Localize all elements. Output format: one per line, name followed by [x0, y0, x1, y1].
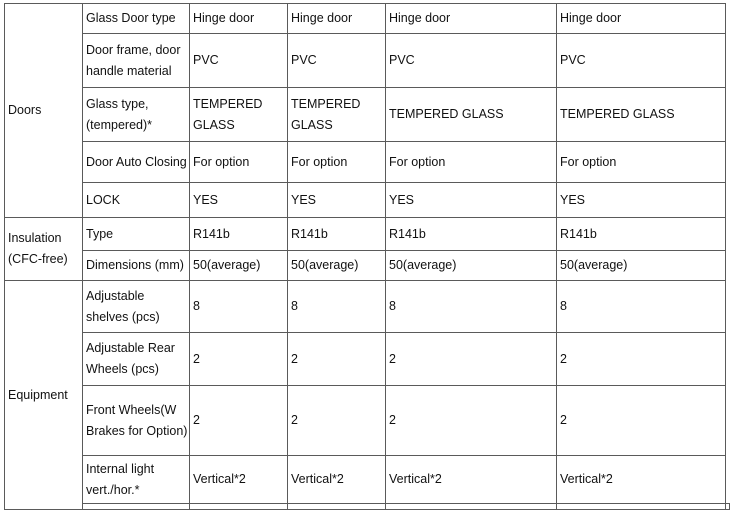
- table-cell: YES: [386, 183, 557, 218]
- table-cell: For option: [190, 142, 288, 183]
- table-cell: 50(average): [386, 251, 557, 281]
- table-cell: [83, 504, 190, 510]
- row-label: Door frame, door handle material: [83, 34, 190, 88]
- table-cell: 2: [190, 386, 288, 456]
- group-label-equipment: Equipment: [5, 281, 83, 510]
- table-cell: For option: [288, 142, 386, 183]
- table-row: [5, 456, 730, 504]
- table-row: [5, 386, 730, 456]
- table-cell: YES: [557, 183, 726, 218]
- table-cell: TEMPERED GLASS: [288, 88, 386, 142]
- table-row: [5, 34, 730, 88]
- table-cell: 2: [190, 333, 288, 386]
- table-row: [5, 218, 730, 251]
- table-row: [5, 333, 730, 386]
- table-cell: Hinge door: [190, 4, 288, 34]
- table-cell: 2: [386, 386, 557, 456]
- table-cell: Vertical*2: [190, 456, 288, 504]
- table-cell: YES: [190, 183, 288, 218]
- table-cell: For option: [557, 142, 726, 183]
- row-label: Adjustable shelves (pcs): [83, 281, 190, 333]
- table-cell: 2: [557, 333, 726, 386]
- table-cell: PVC: [386, 34, 557, 88]
- table-cell: [190, 504, 288, 510]
- table-cell: [557, 504, 726, 510]
- table-cell: TEMPERED GLASS: [386, 88, 557, 142]
- table-cell: TEMPERED GLASS: [190, 88, 288, 142]
- row-label: Dimensions (mm): [83, 251, 190, 281]
- table-cell: Hinge door: [386, 4, 557, 34]
- row-label: Internal light vert./hor.*: [83, 456, 190, 504]
- table-row: [5, 142, 730, 183]
- row-label: Glass type, (tempered)*: [83, 88, 190, 142]
- table-cell: 50(average): [288, 251, 386, 281]
- row-label: LOCK: [83, 183, 190, 218]
- table-row: [5, 88, 730, 142]
- table-cell: R141b: [386, 218, 557, 251]
- group-label-doors: Doors: [5, 4, 83, 218]
- table-cell: PVC: [288, 34, 386, 88]
- table-cell: R141b: [557, 218, 726, 251]
- table-cell: 2: [557, 386, 726, 456]
- table-cell: Vertical*2: [557, 456, 726, 504]
- table-cell: 2: [288, 333, 386, 386]
- table-cell: R141b: [190, 218, 288, 251]
- table-row: [5, 251, 730, 281]
- table-row: [5, 183, 730, 218]
- table-cell: [726, 504, 730, 510]
- table-cell: [386, 504, 557, 510]
- row-label: Front Wheels(W Brakes for Option): [83, 386, 190, 456]
- table-cell: 8: [557, 281, 726, 333]
- row-label: Glass Door type: [83, 4, 190, 34]
- table-cell: 2: [386, 333, 557, 386]
- table-cell: 50(average): [190, 251, 288, 281]
- table-cell: PVC: [190, 34, 288, 88]
- spec-table: [4, 3, 730, 510]
- table-cell: [288, 504, 386, 510]
- group-label-insulation: Insulation (CFC-free): [5, 218, 83, 281]
- table-cell: R141b: [288, 218, 386, 251]
- table-cell: 50(average): [557, 251, 726, 281]
- table-row: [5, 4, 730, 34]
- table-cell: TEMPERED GLASS: [557, 88, 726, 142]
- table-cell: PVC: [557, 34, 726, 88]
- table-cell: 8: [288, 281, 386, 333]
- table-cell: For option: [386, 142, 557, 183]
- table-cell: Vertical*2: [386, 456, 557, 504]
- row-label: Type: [83, 218, 190, 251]
- table-cell: YES: [288, 183, 386, 218]
- table-row: [5, 281, 730, 333]
- table-cell: 8: [386, 281, 557, 333]
- table-cell: Hinge door: [288, 4, 386, 34]
- row-label: Door Auto Closing: [83, 142, 190, 183]
- table-row-partial: [5, 504, 730, 510]
- table-cell: 2: [288, 386, 386, 456]
- table-cell: Vertical*2: [288, 456, 386, 504]
- table-cell: Hinge door: [557, 4, 726, 34]
- row-label: Adjustable Rear Wheels (pcs): [83, 333, 190, 386]
- table-cell: 8: [190, 281, 288, 333]
